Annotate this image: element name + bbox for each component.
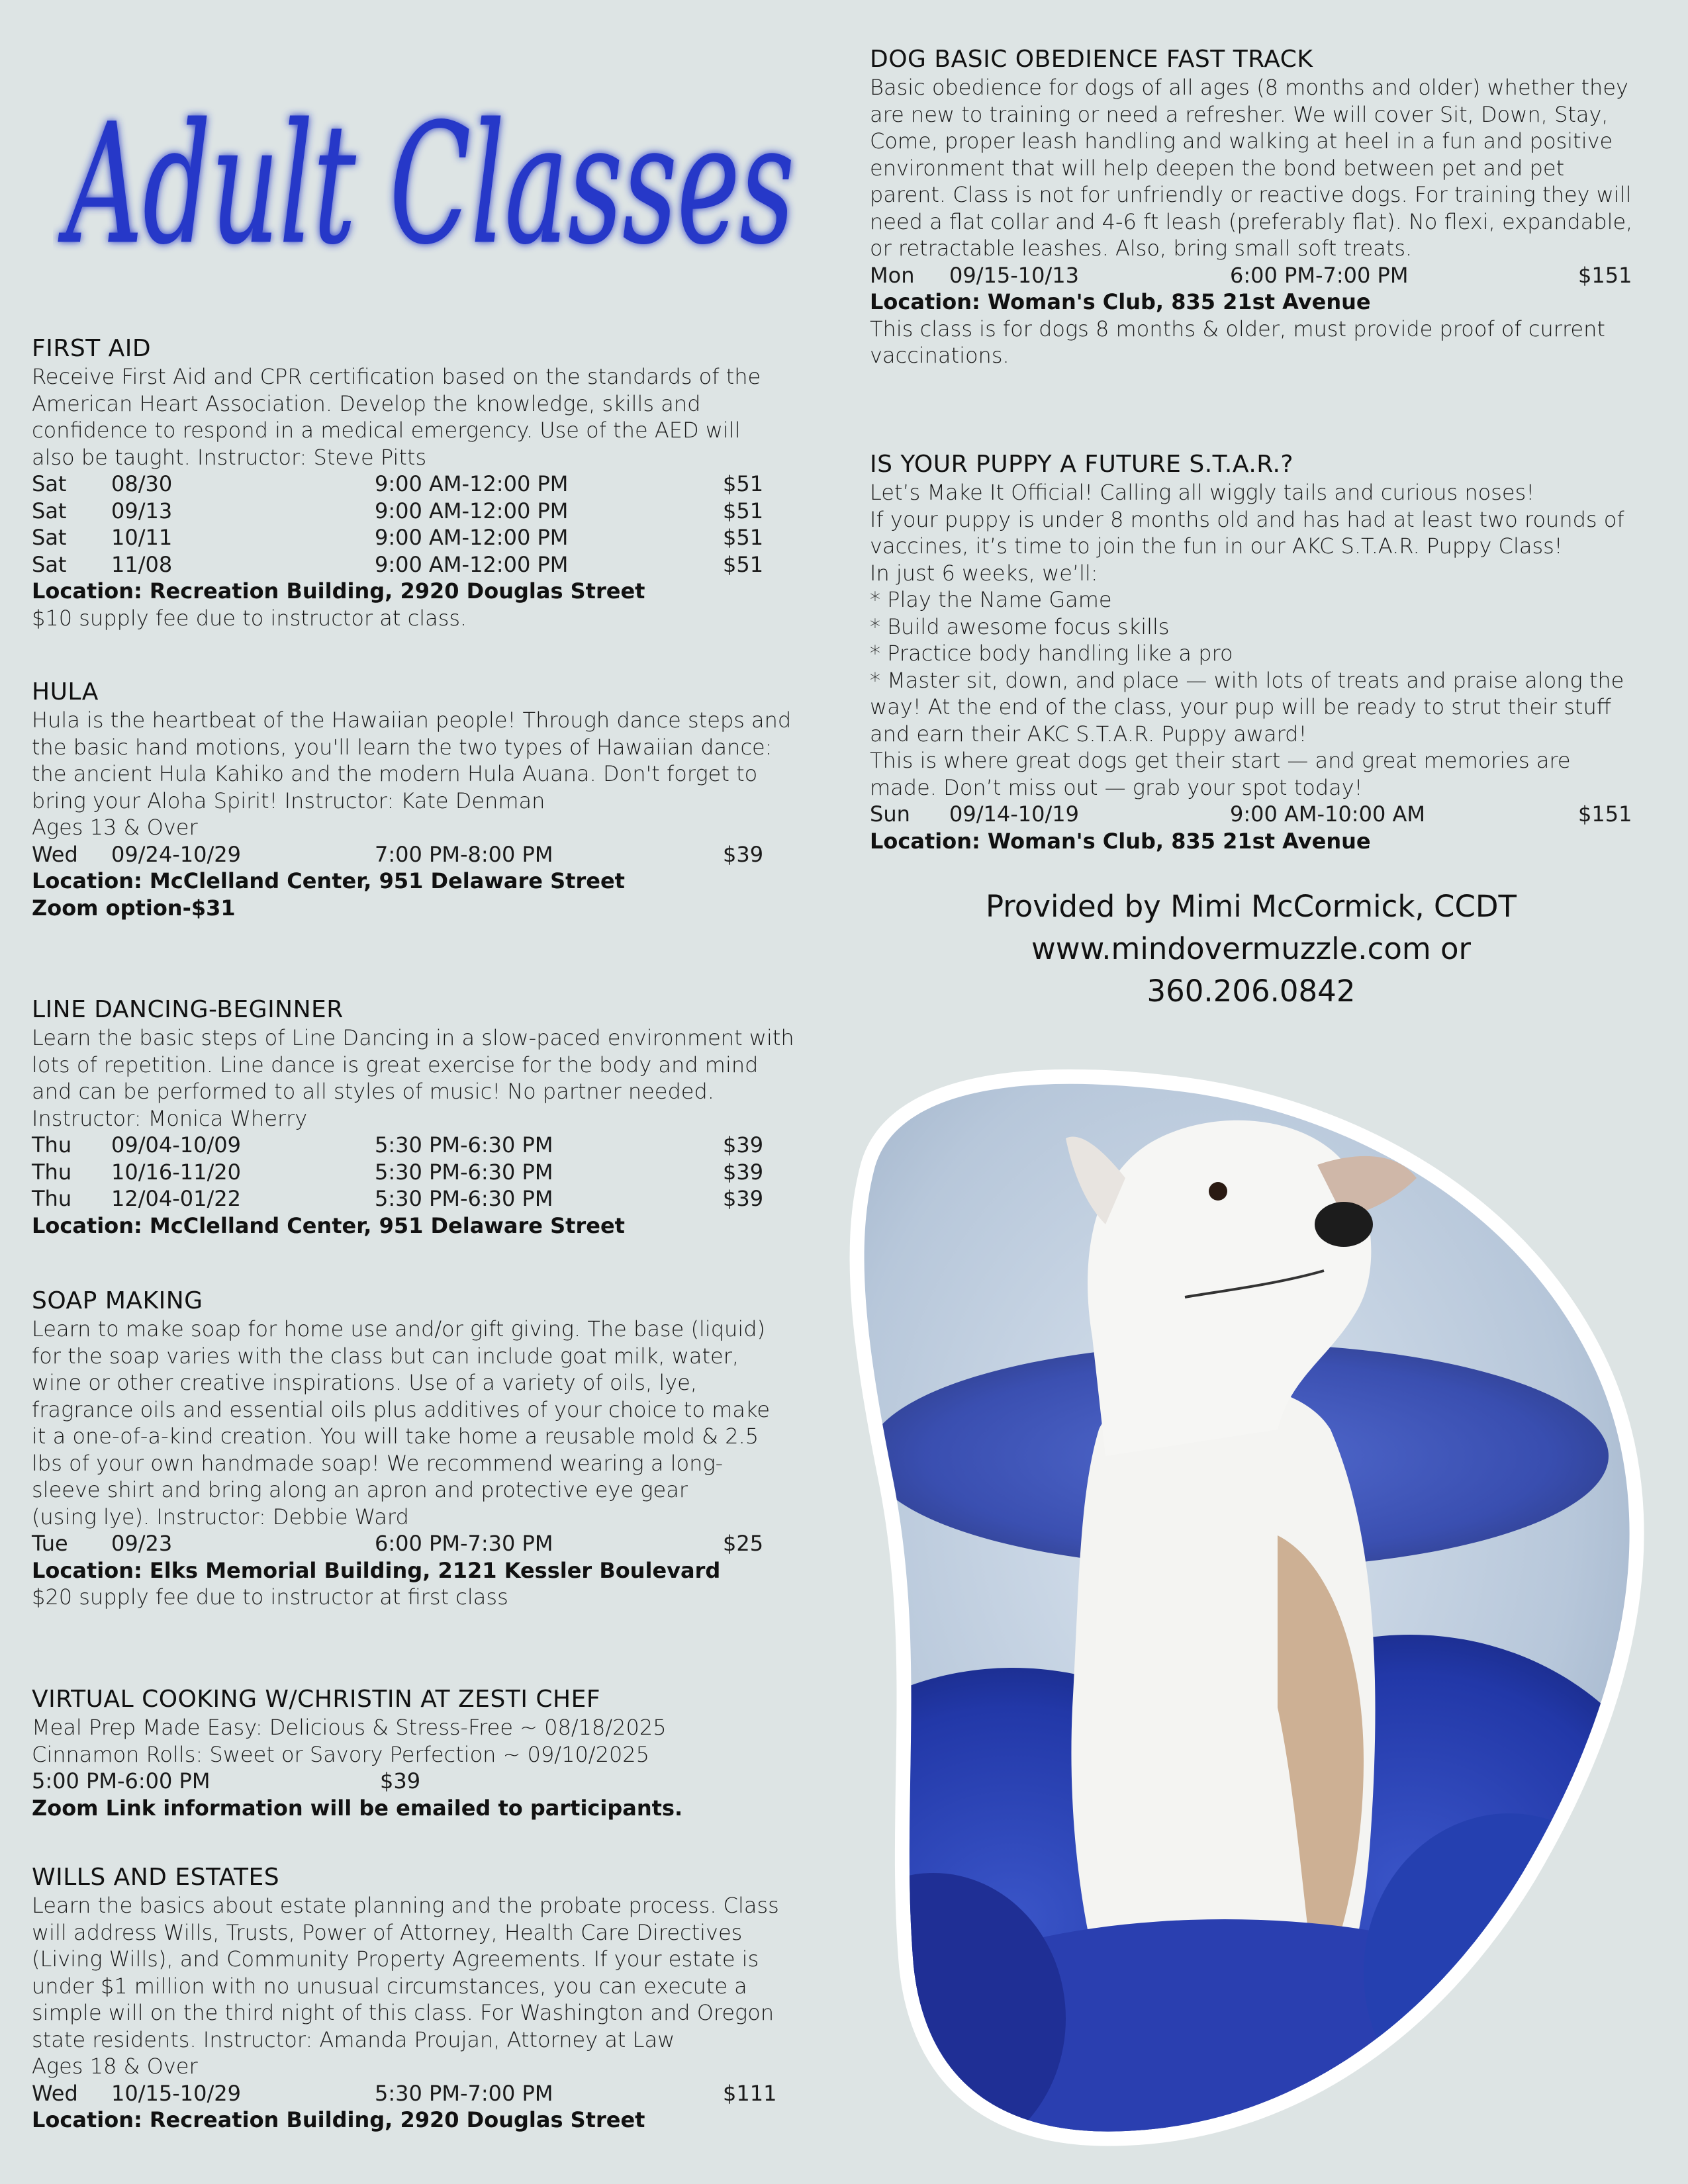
schedule-row xyxy=(32,551,839,578)
schedule-day: Wed xyxy=(32,841,78,867)
schedule-day: Sat xyxy=(32,498,67,523)
schedule-date: 10/16-11/20 xyxy=(111,1159,241,1185)
page-title xyxy=(53,26,808,311)
section-description xyxy=(32,363,839,471)
vaccination-note xyxy=(870,316,1677,369)
desc-line: will address Wills, Trusts, Power of Attorney, Health Care Directives xyxy=(32,1919,743,1945)
desc-line: state residents. Instructor: Amanda Proujan, Attorney at Law xyxy=(32,2026,675,2052)
desc-line: and earn their AKC S.T.A.R. Puppy award! xyxy=(870,721,1307,747)
schedule-date: 09/15-10/13 xyxy=(949,262,1079,288)
schedule-day: Sat xyxy=(32,551,67,577)
bullet-line: * Practice body handling like a pro xyxy=(870,641,1233,666)
schedule-row xyxy=(32,2080,839,2107)
desc-line: way! At the end of the class, your pup will be ready to strut their stuff xyxy=(870,694,1611,719)
bullet-line: * Play the Name Game xyxy=(870,587,1112,612)
schedule-row xyxy=(32,498,839,525)
section-heading: HULA xyxy=(32,678,99,705)
desc-line: simple will on the third night of this class. For Washington and Oregon xyxy=(32,2000,774,2025)
schedule-time: 5:00 PM-6:00 PM xyxy=(32,1768,211,1794)
soap-making-section xyxy=(32,1287,839,1611)
note-line: This class is for dogs 8 months & older, must provide proof of current xyxy=(870,316,1605,341)
schedule-day: Sun xyxy=(870,801,910,827)
desc-line: Let’s Make It Official! Calling all wiggly tails and curious noses! xyxy=(870,480,1535,505)
section-heading: WILLS AND ESTATES xyxy=(32,1864,280,1891)
section-description xyxy=(32,707,839,841)
desc-line: lots of repetition. Line dance is great exercise for the body and mind xyxy=(32,1052,759,1077)
desc-line: under $1 million with no unusual circumstances, you can execute a xyxy=(32,1973,747,1999)
schedule-time: 9:00 AM-12:00 PM xyxy=(375,471,569,496)
desc-line: If your puppy is under 8 months old and has had at least two rounds of xyxy=(870,506,1624,532)
schedule-date: 09/23 xyxy=(111,1531,173,1556)
schedule-row xyxy=(32,841,839,868)
title-text: Adult Classes xyxy=(58,88,795,281)
schedule-price: $25 xyxy=(723,1531,764,1556)
desc-line: for the soap varies with the class but can include goat milk, water, xyxy=(32,1343,739,1369)
schedule-row xyxy=(32,524,839,551)
first-aid-section xyxy=(32,334,839,631)
location-text: Location: McClelland Center, 951 Delaware Street xyxy=(32,1212,625,1238)
schedule-date: 09/14-10/19 xyxy=(949,801,1079,827)
schedule-time: 5:30 PM-7:00 PM xyxy=(375,2080,553,2106)
wills-estates-section xyxy=(32,1863,839,2134)
location-text: Location: Elks Memorial Building, 2121 Kessler Boulevard xyxy=(32,1557,721,1583)
dog-obedience-section xyxy=(870,45,1677,369)
schedule-time: 5:30 PM-6:30 PM xyxy=(375,1159,553,1185)
desc-line: vaccines, it’s time to join the fun in our AKC S.T.A.R. Puppy Class! xyxy=(870,533,1563,559)
schedule-time: 7:00 PM-8:00 PM xyxy=(375,841,553,867)
desc-line: Learn the basics about estate planning and the probate process. Class xyxy=(32,1893,779,1918)
note-line: vaccinations. xyxy=(870,343,1009,368)
desc-line: or retractable leashes. Also, bring small soft treats. xyxy=(870,236,1413,261)
location-text: Location: Recreation Building, 2920 Douglas Street xyxy=(32,2107,645,2132)
supply-fee-note: $20 supply fee due to instructor at first class xyxy=(32,1584,508,1610)
provider-website: www.mindovermuzzle.com or xyxy=(1031,931,1472,966)
desc-line: Receive First Aid and CPR certification based on the standards of the xyxy=(32,364,761,389)
desc-line: sleeve shirt and bring along an apron and protective eye gear xyxy=(32,1477,688,1502)
desc-line: American Heart Association. Develop the knowledge, skills and xyxy=(32,390,701,416)
white-dog-blue-tutu-photo xyxy=(814,1059,1688,2158)
desc-line: Come, proper leash handling and walking at heel in a fun and positive xyxy=(870,128,1613,154)
desc-line: Hula is the heartbeat of the Hawaiian people! Through dance steps and xyxy=(32,707,792,733)
desc-line: In just 6 weeks, we’ll: xyxy=(870,560,1098,586)
hula-section xyxy=(32,678,839,921)
desc-line: (using lye). Instructor: Debbie Ward xyxy=(32,1504,409,1529)
desc-line: Learn to make soap for home use and/or gift giving. The base (liquid) xyxy=(32,1316,765,1342)
desc-line: Basic obedience for dogs of all ages (8 months and older) whether they xyxy=(870,75,1628,100)
schedule-row xyxy=(870,262,1677,289)
provider-phone: 360.206.0842 xyxy=(1147,974,1356,1009)
dog-photo xyxy=(814,1059,1688,2158)
desc-line: made. Don’t miss out — grab your spot today! xyxy=(870,774,1363,800)
schedule-time: 5:30 PM-6:30 PM xyxy=(375,1186,553,1211)
schedule-row xyxy=(32,1132,839,1159)
schedule-day: Sat xyxy=(32,471,67,496)
adult-classes-script-title xyxy=(53,26,808,311)
schedule-date: 08/30 xyxy=(111,471,173,496)
schedule-day: Thu xyxy=(32,1159,72,1185)
schedule-price: $111 xyxy=(723,2080,777,2106)
provider-credit xyxy=(874,886,1628,1013)
location-text: Location: Woman's Club, 835 21st Avenue xyxy=(870,828,1371,854)
bullet-line: * Build awesome focus skills xyxy=(870,614,1170,639)
zoom-link-note: Zoom Link information will be emailed to participants. xyxy=(32,1795,683,1821)
desc-line: the basic hand motions, you'll learn the two types of Hawaiian dance: xyxy=(32,734,773,760)
class-session-2: Cinnamon Rolls: Sweet or Savory Perfection ~ 09/10/2025 xyxy=(32,1741,650,1767)
schedule-date: 09/04-10/09 xyxy=(111,1132,241,1158)
line-dancing-section xyxy=(32,995,839,1239)
section-heading: SOAP MAKING xyxy=(32,1287,203,1314)
section-heading: LINE DANCING-BEGINNER xyxy=(32,996,344,1023)
class-session-1: Meal Prep Made Easy: Delicious & Stress-Free ~ 08/18/2025 xyxy=(32,1715,667,1740)
schedule-row xyxy=(32,1159,839,1186)
desc-line: the ancient Hula Kahiko and the modern Hula Auana. Don't forget to xyxy=(32,761,758,786)
schedule-time: 9:00 AM-12:00 PM xyxy=(375,498,569,523)
desc-line: fragrance oils and essential oils plus additives of your choice to make xyxy=(32,1396,771,1422)
schedule-price: $151 xyxy=(1578,801,1632,827)
schedule-day: Thu xyxy=(32,1186,72,1211)
section-heading: FIRST AID xyxy=(32,335,152,362)
provider-name: Provided by Mimi McCormick, CCDT xyxy=(985,889,1517,924)
desc-line: Ages 13 & Over xyxy=(32,815,198,840)
schedule-day: Wed xyxy=(32,2080,78,2106)
section-heading: VIRTUAL COOKING W/CHRISTIN AT ZESTI CHEF xyxy=(32,1686,601,1713)
schedule-date: 11/08 xyxy=(111,551,173,577)
section-heading: DOG BASIC OBEDIENCE FAST TRACK xyxy=(870,46,1313,73)
desc-line: This is where great dogs get their start — and great memories are xyxy=(870,748,1571,773)
desc-line: need a flat collar and 4-6 ft leash (preferably flat). No flexi, expandable, xyxy=(870,208,1633,234)
location-text: Location: McClelland Center, 951 Delaware Street xyxy=(32,868,625,893)
desc-line: Ages 18 & Over xyxy=(32,2054,198,2079)
schedule-price: $51 xyxy=(723,551,764,577)
schedule-price: $51 xyxy=(723,498,764,523)
desc-line: are new to training or need a refresher. We will cover Sit, Down, Stay, xyxy=(870,101,1609,127)
schedule-time: 9:00 AM-12:00 PM xyxy=(375,551,569,577)
desc-line: bring your Aloha Spirit! Instructor: Kate Denman xyxy=(32,788,545,813)
schedule-price: $51 xyxy=(723,471,764,496)
section-heading: IS YOUR PUPPY A FUTURE S.T.A.R.? xyxy=(870,451,1294,478)
schedule-price: $39 xyxy=(723,841,764,867)
desc-line: wine or other creative inspirations. Use of a variety of oils, lye, xyxy=(32,1370,697,1395)
desc-line: Learn the basic steps of Line Dancing in a slow-paced environment with xyxy=(32,1025,794,1050)
section-description xyxy=(32,1892,839,2080)
schedule-time: 5:30 PM-6:30 PM xyxy=(375,1132,553,1158)
schedule-day: Tue xyxy=(32,1531,68,1556)
schedule-price: $151 xyxy=(1578,262,1632,288)
schedule-row xyxy=(32,1530,839,1557)
schedule-row xyxy=(32,1768,839,1795)
location-text: Location: Recreation Building, 2920 Douglas Street xyxy=(32,578,645,604)
section-description xyxy=(32,1316,839,1530)
desc-line: and can be performed to all styles of music! No partner needed. xyxy=(32,1079,714,1104)
schedule-time: 6:00 PM-7:30 PM xyxy=(375,1531,553,1556)
schedule-day: Sat xyxy=(32,525,67,550)
schedule-time: 9:00 AM-12:00 PM xyxy=(375,525,569,550)
bullet-line: * Master sit, down, and place — with lots of treats and praise along the xyxy=(870,667,1624,693)
schedule-price: $39 xyxy=(723,1132,764,1158)
schedule-price: $39 xyxy=(380,1768,421,1794)
section-description xyxy=(32,1024,839,1132)
schedule-date: 10/15-10/29 xyxy=(111,2080,241,2106)
schedule-date: 09/13 xyxy=(111,498,173,523)
zoom-option: Zoom option-$31 xyxy=(32,895,236,921)
schedule-day: Thu xyxy=(32,1132,72,1158)
supply-fee-note: $10 supply fee due to instructor at class. xyxy=(32,605,467,631)
desc-line: lbs of your own handmade soap! We recommend wearing a long- xyxy=(32,1450,724,1476)
schedule-date: 09/24-10/29 xyxy=(111,841,241,867)
puppy-star-section xyxy=(870,450,1677,854)
schedule-price: $39 xyxy=(723,1159,764,1185)
schedule-date: 10/11 xyxy=(111,525,173,550)
schedule-day: Mon xyxy=(870,262,915,288)
desc-line: confidence to respond in a medical emergency. Use of the AED will xyxy=(32,418,741,443)
desc-line: (Living Wills), and Community Property Agreements. If your estate is xyxy=(32,1946,759,1972)
schedule-row xyxy=(32,471,839,498)
schedule-row xyxy=(32,1185,839,1212)
desc-line: Instructor: Monica Wherry xyxy=(32,1105,308,1131)
schedule-date: 12/04-01/22 xyxy=(111,1186,241,1211)
virtual-cooking-section xyxy=(32,1685,839,1821)
schedule-price: $51 xyxy=(723,525,764,550)
desc-line: it a one-of-a-kind creation. You will take home a reusable mold & 2.5 xyxy=(32,1424,759,1449)
desc-line: parent. Class is not for unfriendly or reactive dogs. For training they will xyxy=(870,182,1632,207)
schedule-row xyxy=(870,801,1677,828)
section-description xyxy=(870,74,1677,262)
desc-line: environment that will help deepen the bond between pet and pet xyxy=(870,155,1565,181)
schedule-price: $39 xyxy=(723,1186,764,1211)
schedule-time: 9:00 AM-10:00 AM xyxy=(1230,801,1425,827)
section-description xyxy=(870,479,1677,801)
schedule-time: 6:00 PM-7:00 PM xyxy=(1230,262,1409,288)
desc-line: also be taught. Instructor: Steve Pitts xyxy=(32,444,427,470)
location-text: Location: Woman's Club, 835 21st Avenue xyxy=(870,289,1371,314)
